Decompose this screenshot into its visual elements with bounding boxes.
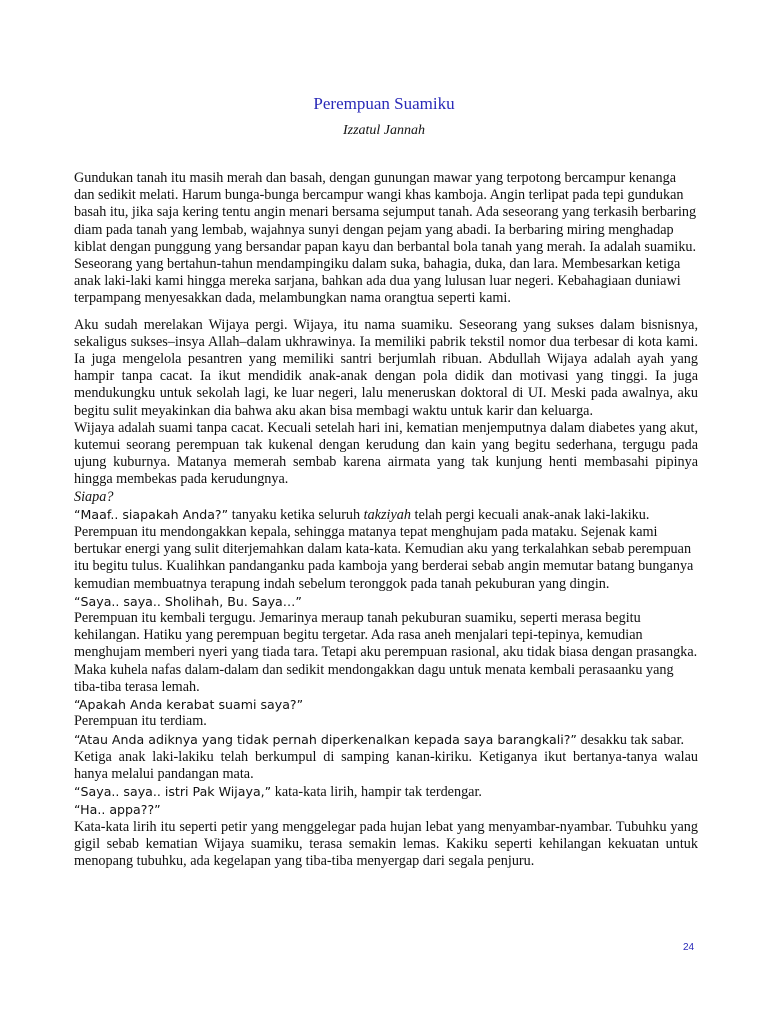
paragraph-5 [74,506,698,524]
paragraph-12: Ketiga anak laki-lakiku telah berkumpul di samping kanan-kiriku. Ketiganya ikut bertanya-tanya walau hanya melalui pandangan mata. [74,748,698,782]
paragraph-13 [74,783,698,801]
dialogue-quote: “Saya.. saya.. istri Pak Wijaya,” [74,784,272,800]
paragraph-15: Kata-kata lirih itu seperti petir yang menggelegar pada hujan lebat yang menyambar-nyambar. Tubuhku yang gigil sebab kematian Wijaya suamiku, terasa semakin lemas. Kakiku seperti kehilangan kekuatan untuk menopang tubuhku, ada kegelapan yang tiba-tiba menyergap dari segala penjuru. [74,818,698,869]
story-body [74,170,698,870]
paragraph-7: “Saya.. saya.. Sholihah, Bu. Saya…” [74,593,302,609]
paragraph-8: Perempuan itu kembali tergugu. Jemarinya meraup tanah pekuburan suamiku, seperti merasa begitu kehilangan. Hatiku yang perempuan begitu tergetar. Ada rasa aneh menjalari tepi-tepinya, kemudian menghujam memberi nyeri yang tiada tara. Tetapi aku perempuan rasional, aku tidak biasa dengan prasangka. Maka kuhela nafas dalam-dalam dan sedikit mendongakkan dagu untuk menata kembali perasaanku yang tiba-tiba terasa lemah. [74,610,698,695]
paragraph-6: Perempuan itu mendongakkan kepala, sehingga matanya tepat menghujam pada mataku. Sejenak kami bertukar energi yang sulit diterjemahkan dalam kata-kata. Kemudian aku yang terkalahkan sebab perempuan itu begitu tulus. Kualihkan pandanganku pada kamboja yang berderai sebab angin memutar batang bunganya kemudian membuatnya terapung indah sebelum teronggok pada tanah pekuburan yang dingin. [74,524,694,592]
paragraph-11 [74,731,698,749]
paragraph-1: Gundukan tanah itu masih merah dan basah, dengan gunungan mawar yang terpotong bercampur kenanga dan sedikit melati. Harum bunga-bunga bercampur wangi khas kamboja. Angin terlipat pada tepi gundukan basah itu, jika saja kering tentu angin menari bersama sejumput tanah. Ada seseorang yang terkasih berbaring diam pada tanah yang lembab, wajahnya sunyi dengan pejam yang abadi. Ia berbaring miring menghadap kiblat dengan punggung yang bersandar papan kayu dan berbantal bola tanah yang merah. Ia adalah suamiku. Seseorang yang bertahun-tahun mendampingiku dalam suka, bahagia, duka, dan lara. Membesarkan ketiga anak laki-laki kami hingga mereka sarjana, bahkan ada dua yang lulusan luar negeri. Kebahagiaan duniawi terpampang menyesakkan dada, melambungkan nama orangtua seperti kami. [74,170,697,307]
dialogue-quote: “Atau Anda adiknya yang tidak pernah diperkenalkan kepada saya barangkali?” [74,731,577,747]
narration-text: telah pergi kecuali anak-anak laki-lakiku. [410,506,650,523]
narration-text: desakku tak sabar. [576,731,685,748]
paragraph-4: Siapa? [74,488,114,505]
story-author: Izzatul Jannah [342,123,426,138]
page-number: 24 [683,942,695,953]
paragraph-14: “Ha.. appa??” [74,802,161,818]
italic-term: takziyah [363,506,411,523]
paragraph-10: Perempuan itu terdiam. [74,713,207,730]
paragraph-2: Aku sudah merelakan Wijaya pergi. Wijaya, itu nama suamiku. Seseorang yang sukses dalam bisnisnya, sekaligus sukses–insya Allah–dalam ukhrawinya. Ia memiliki pabrik tekstil nomor dua terbesar di kota kami. Ia juga mengelola pesantren yang memiliki santri berjumlah ribuan. Abdullah Wijaya adalah ayah yang hampir tanpa cacat. Ia ikut mendidik anak-anak dengan pola didik dan motivasi yang tinggi. Ia juga mendukungku untuk sekolah lagi, ke luar negeri, lalu meneruskan doktoral di UI. Meski pada awalnya, aku begitu sulit meyakinkan dia bahwa aku akan bisa membagi waktu untuk karir dan keluarga. [74,316,698,419]
story-title: Perempuan Suamiku [313,94,455,113]
dialogue-quote: “Maaf.. siapakah Anda?” [74,506,229,522]
narration-text: tanyaku ketika seluruh [228,506,364,523]
paragraph-9: “Apakah Anda kerabat suami saya?” [74,697,304,713]
paragraph-3: Wijaya adalah suami tanpa cacat. Kecuali setelah hari ini, kematian menjemputnya dalam diabetes yang akut, kutemui seorang perempuan tak kukenal dengan kerudung dan kain yang begitu sederhana, tergugu pada ujung kuburnya. Matanya memerah sembab karena airmata yang tak kunjung henti membasahi pipinya hingga membekas pada kerudungnya. [74,419,698,488]
narration-text: kata-kata lirih, hampir tak terdengar. [271,784,482,801]
